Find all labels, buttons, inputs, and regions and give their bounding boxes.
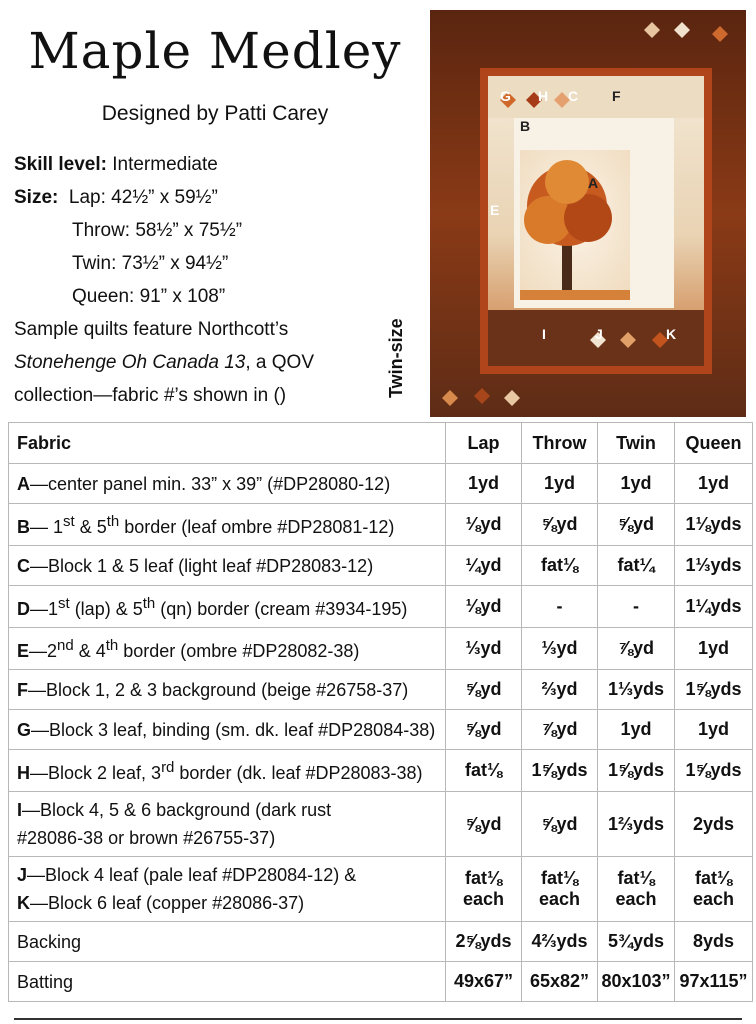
- fabric-key: D: [17, 599, 30, 619]
- pattern-info: [14, 148, 414, 412]
- yardage-twin: fat⅛ each: [598, 857, 675, 922]
- table-row: [9, 546, 753, 586]
- yardage-queen: fat⅛ each: [675, 857, 753, 922]
- fabric-label: [9, 546, 446, 586]
- fabric-label: [9, 962, 446, 1002]
- table-row: [9, 670, 753, 710]
- yardage-throw: fat⅛ each: [522, 857, 598, 922]
- quilt-label-e: E: [490, 202, 500, 218]
- yardage-queen: 1⅝yds: [675, 670, 753, 710]
- quilt-label-c: C: [568, 88, 579, 104]
- table-body: [9, 464, 753, 1002]
- yardage-throw: ⅔yd: [522, 670, 598, 710]
- yardage-lap: ⅛yd: [446, 586, 522, 628]
- size-label: Size:: [14, 187, 59, 208]
- fabric-description: —Block 2 leaf, 3rd border (dk. leaf #DP28083-38): [30, 759, 423, 783]
- fabric-label: [9, 670, 446, 710]
- quilt-label-a: A: [588, 175, 599, 191]
- fabric-key: J: [17, 865, 28, 885]
- fabric-description: —Block 4, 5 & 6 background (dark rust #28086-38 or brown #26755-37): [17, 800, 332, 848]
- yardage-lap: 2⅝yds: [446, 922, 522, 962]
- quilt-label-f: F: [612, 88, 621, 104]
- fabric-label: [9, 922, 446, 962]
- fabric-description: —1st (lap) & 5th (qn) border (cream #3934-195): [30, 595, 408, 619]
- quilt-image: [430, 10, 746, 417]
- fabric-key: G: [17, 719, 32, 740]
- size-lap: [14, 181, 414, 214]
- yardage-throw: 1yd: [522, 464, 598, 504]
- yardage-twin: fat¼: [598, 546, 675, 586]
- quilt-illustration: [430, 10, 746, 417]
- fabric-description: —Block 4 leaf (pale leaf #DP28084-12) & K—Block 6 leaf (copper #28086-37): [17, 865, 357, 913]
- quilt-label-b: B: [520, 118, 531, 134]
- fabric-description: —2nd & 4th border (ombre #DP28082-38): [29, 637, 360, 661]
- table-row: [9, 750, 753, 792]
- table-row: [9, 792, 753, 857]
- yardage-lap: ⅝yd: [446, 710, 522, 750]
- yardage-queen: 97x115”: [675, 962, 753, 1002]
- yardage-queen: 1yd: [675, 710, 753, 750]
- table-row: [9, 922, 753, 962]
- yardage-twin: 1yd: [598, 464, 675, 504]
- fabric-label: [9, 857, 446, 922]
- yardage-throw: ⅝yd: [522, 792, 598, 857]
- yardage-throw: 65x82”: [522, 962, 598, 1002]
- sample-note-line1: Sample quilts feature Northcott’s: [14, 319, 289, 340]
- table-row: [9, 586, 753, 628]
- sample-note-line2: [14, 346, 414, 379]
- yardage-throw: -: [522, 586, 598, 628]
- fabric-key: I: [17, 800, 23, 820]
- quilt-label-g: G: [500, 88, 511, 104]
- size-queen: Queen: 91” x 108”: [72, 286, 226, 307]
- yardage-twin: 1⅝yds: [598, 750, 675, 792]
- fabric-label: [9, 586, 446, 628]
- sample-note-rest: , a QOV: [245, 352, 314, 373]
- fabric-description: —Block 1, 2 & 3 background (beige #26758-37): [28, 679, 409, 700]
- sample-note-line3: collection—fabric #’s shown in (): [14, 385, 287, 406]
- bottom-divider: [14, 1018, 742, 1020]
- fabric-description: —Block 3 leaf, binding (sm. dk. leaf #DP28084-38): [31, 719, 436, 740]
- yardage-queen: 1yd: [675, 464, 753, 504]
- size-throw: Throw: 58½” x 75½”: [72, 220, 243, 241]
- yardage-twin: 1yd: [598, 710, 675, 750]
- yardage-queen: 1yd: [675, 628, 753, 670]
- yardage-twin: ⅞yd: [598, 628, 675, 670]
- header-fabric: Fabric: [9, 423, 446, 464]
- yardage-throw: 4⅔yds: [522, 922, 598, 962]
- yardage-throw: ⅓yd: [522, 628, 598, 670]
- quilt-label-h: H: [538, 88, 549, 104]
- collection-name: Stonehenge Oh Canada 13: [14, 352, 246, 373]
- yardage-twin: 1⅔yds: [598, 792, 675, 857]
- fabric-description: Batting: [17, 971, 74, 992]
- yardage-lap: ⅓yd: [446, 628, 522, 670]
- quilt-caption: Twin-size: [386, 318, 406, 398]
- fabric-key: F: [17, 679, 28, 700]
- yardage-throw: ⅞yd: [522, 710, 598, 750]
- yardage-queen: 2yds: [675, 792, 753, 857]
- quilt-label-j: J: [595, 326, 603, 342]
- fabric-label: [9, 504, 446, 546]
- yardage-lap: ⅝yd: [446, 670, 522, 710]
- skill-value: Intermediate: [112, 154, 218, 175]
- designer-credit: Designed by Patti Carey: [101, 102, 329, 125]
- yardage-queen: 1⅛yds: [675, 504, 753, 546]
- yardage-lap: 1yd: [446, 464, 522, 504]
- fabric-description: —center panel min. 33” x 39” (#DP28080-12): [30, 473, 391, 494]
- table-header-row: [9, 423, 753, 464]
- yardage-lap: fat⅛: [446, 750, 522, 792]
- fabric-description: — 1st & 5th border (leaf ombre #DP28081-12): [30, 513, 395, 537]
- fabric-label: [9, 464, 446, 504]
- yardage-queen: 1⅓yds: [675, 546, 753, 586]
- size-lap-value: Lap: 42½” x 59½”: [68, 187, 218, 208]
- yardage-throw: ⅝yd: [522, 504, 598, 546]
- page-title: Maple Medley: [28, 22, 402, 80]
- yardage-lap: fat⅛ each: [446, 857, 522, 922]
- skill-level: [14, 148, 414, 181]
- fabric-key: H: [17, 763, 30, 783]
- fabric-description: Backing: [17, 931, 82, 952]
- yardage-throw: fat⅛: [522, 546, 598, 586]
- table-row: [9, 504, 753, 546]
- yardage-queen: 1¼yds: [675, 586, 753, 628]
- fabric-requirements-table: [8, 422, 753, 1002]
- yardage-twin: 1⅓yds: [598, 670, 675, 710]
- header-lap: Lap: [446, 423, 522, 464]
- yardage-twin: -: [598, 586, 675, 628]
- fabric-label: [9, 750, 446, 792]
- yardage-queen: 8yds: [675, 922, 753, 962]
- size-twin: Twin: 73½” x 94½”: [72, 253, 229, 274]
- table-row: [9, 464, 753, 504]
- fabric-label: [9, 792, 446, 857]
- yardage-twin: ⅝yd: [598, 504, 675, 546]
- table-row: [9, 710, 753, 750]
- table-row: [9, 628, 753, 670]
- yardage-twin: 80x103”: [598, 962, 675, 1002]
- table-row: [9, 962, 753, 1002]
- quilt-label-i: I: [542, 326, 546, 342]
- fabric-description: —Block 1 & 5 leaf (light leaf #DP28083-12): [30, 555, 374, 576]
- header-throw: Throw: [522, 423, 598, 464]
- yardage-lap: ⅝yd: [446, 792, 522, 857]
- fabric-label: [9, 628, 446, 670]
- yardage-throw: 1⅝yds: [522, 750, 598, 792]
- yardage-twin: 5¾yds: [598, 922, 675, 962]
- fabric-label: [9, 710, 446, 750]
- yardage-lap: 49x67”: [446, 962, 522, 1002]
- fabric-key: B: [17, 517, 30, 537]
- yardage-lap: ¼yd: [446, 546, 522, 586]
- skill-label: Skill level:: [14, 154, 107, 175]
- yardage-lap: ⅛yd: [446, 504, 522, 546]
- header-queen: Queen: [675, 423, 753, 464]
- table-row: [9, 857, 753, 922]
- header-twin: Twin: [598, 423, 675, 464]
- fabric-key: A: [17, 473, 30, 494]
- quilt-label-k: K: [666, 326, 677, 342]
- fabric-key: C: [17, 555, 30, 576]
- yardage-queen: 1⅝yds: [675, 750, 753, 792]
- fabric-key: E: [17, 641, 30, 661]
